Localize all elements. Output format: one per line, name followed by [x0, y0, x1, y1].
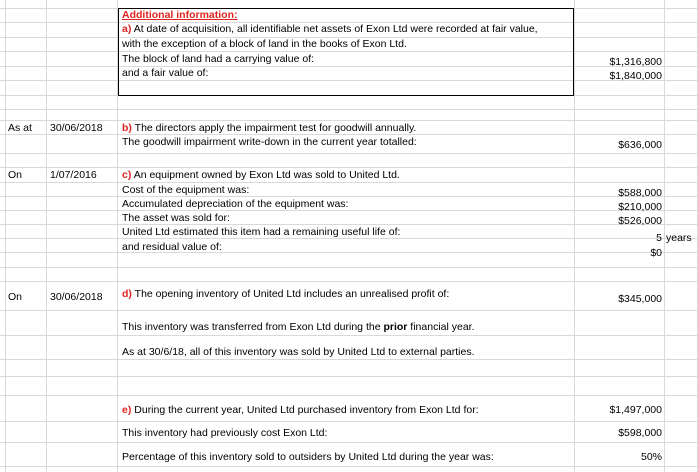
item-c-date[interactable]: 1/07/2016: [50, 169, 97, 181]
item-c-line1[interactable]: [122, 168, 400, 182]
item-b-as-at[interactable]: As at: [8, 122, 32, 134]
equipment-cost-value[interactable]: $588,000: [618, 187, 662, 199]
inventory-cost-value[interactable]: $598,000: [618, 427, 662, 439]
item-a-line1[interactable]: [122, 22, 538, 36]
item-d-text2c: financial year.: [407, 321, 475, 333]
item-a-line4[interactable]: and a fair value of:: [122, 67, 209, 79]
inventory-purchase-value[interactable]: $1,497,000: [609, 404, 662, 416]
item-c-line3[interactable]: Accumulated depreciation of the equipment was:: [122, 198, 349, 210]
sale-price-value[interactable]: $526,000: [618, 215, 662, 227]
item-d-on[interactable]: On: [8, 291, 23, 303]
useful-life-value[interactable]: 5: [656, 232, 662, 244]
item-c-line6[interactable]: and residual value of:: [122, 241, 222, 253]
item-d-date[interactable]: 30/06/2018: [50, 291, 103, 303]
land-fair-value[interactable]: $1,840,000: [609, 70, 662, 82]
useful-life-unit[interactable]: years: [666, 232, 692, 244]
item-c-line2[interactable]: Cost of the equipment was:: [122, 184, 250, 196]
item-a-line2[interactable]: with the exception of a block of land in the books of Exon Ltd.: [122, 38, 407, 50]
item-d-line3[interactable]: As at 30/6/18, all of this inventory was sold by United Ltd to external parties.: [122, 346, 475, 358]
item-e-line3[interactable]: Percentage of this inventory sold to outsiders by United Ltd during the year was:: [122, 451, 494, 463]
item-b-text1: The directors apply the impairment test for goodwill annually.: [134, 122, 417, 134]
item-a-text1: At date of acquisition, all identifiable net assets of Exon Ltd were recorded at fair value,: [133, 23, 538, 35]
item-c-text1: An equipment owned by Exon Ltd was sold to United Ltd.: [133, 169, 400, 181]
item-e-line2[interactable]: This inventory had previously cost Exon Ltd:: [122, 427, 328, 439]
item-c-on[interactable]: On: [8, 169, 23, 181]
item-c-line4[interactable]: The asset was sold for:: [122, 212, 230, 224]
item-e-text1: During the current year, United Ltd purchased inventory from Exon Ltd for:: [134, 404, 479, 416]
item-e-letter: e): [122, 404, 132, 416]
item-d-text2b: prior: [383, 321, 408, 333]
item-d-text1: The opening inventory of United Ltd includes an unrealised profit of:: [134, 288, 450, 300]
percent-sold-value[interactable]: 50%: [640, 451, 662, 463]
accum-depreciation-value[interactable]: $210,000: [618, 201, 662, 213]
additional-info-heading[interactable]: Additional information:: [122, 9, 238, 21]
residual-value[interactable]: $0: [650, 247, 662, 259]
item-d-text2a: This inventory was transferred from Exon Ltd during the: [122, 321, 384, 333]
item-a-letter: a): [122, 23, 132, 35]
item-d-line1[interactable]: [122, 287, 449, 301]
item-d-line2[interactable]: [122, 320, 475, 334]
item-b-date[interactable]: 30/06/2018: [50, 122, 103, 134]
item-c-letter: c): [122, 169, 132, 181]
item-c-line5[interactable]: United Ltd estimated this item had a remaining useful life of:: [122, 226, 401, 238]
item-b-line2[interactable]: The goodwill impairment write-down in the current year totalled:: [122, 136, 417, 148]
item-e-line1[interactable]: [122, 403, 479, 417]
item-b-letter: b): [122, 122, 132, 134]
item-b-line1[interactable]: [122, 121, 416, 135]
item-a-line3[interactable]: The block of land had a carrying value of:: [122, 53, 315, 65]
goodwill-impairment-value[interactable]: $636,000: [618, 139, 662, 151]
item-d-letter: d): [122, 288, 132, 300]
land-carrying-value[interactable]: $1,316,800: [609, 56, 662, 68]
unrealised-profit-value[interactable]: $345,000: [618, 293, 662, 305]
